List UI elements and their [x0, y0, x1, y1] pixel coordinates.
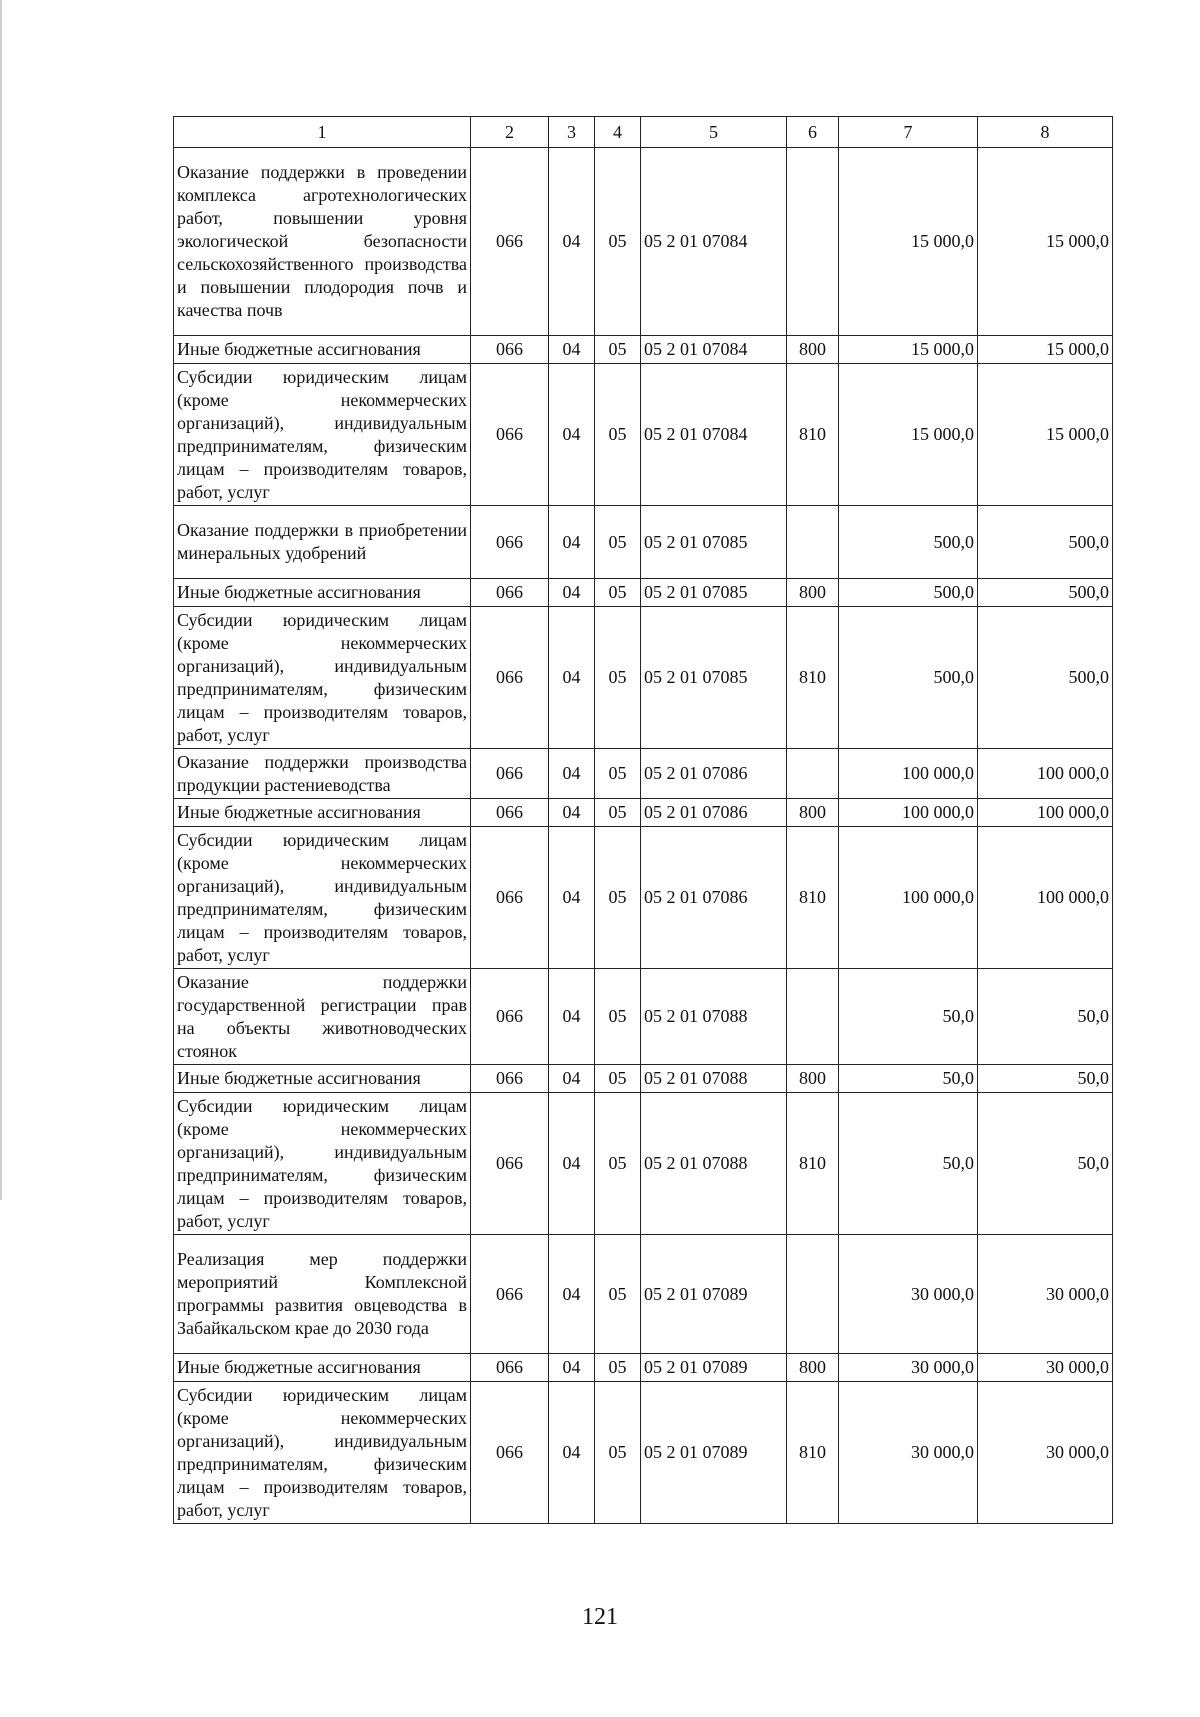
row-description: Оказание поддержки государственной регистрации прав на объекты животноводческих стоянок: [174, 969, 471, 1065]
section-code: 04: [549, 607, 595, 749]
header-cell: 7: [839, 117, 978, 148]
section-code: 04: [549, 1093, 595, 1235]
ministry-code: 066: [471, 579, 549, 607]
amount-col-7: 500,0: [839, 506, 978, 579]
header-row: [174, 117, 1113, 148]
expense-type-code: 810: [787, 1093, 839, 1235]
section-code: 04: [549, 1354, 595, 1382]
amount-col-8: 100 000,0: [978, 799, 1113, 827]
target-article-code: 05 2 01 07088: [641, 969, 787, 1065]
amount-col-7: 50,0: [839, 1065, 978, 1093]
table-row: [174, 1093, 1113, 1235]
expense-type-code: 810: [787, 364, 839, 506]
amount-col-7: 30 000,0: [839, 1382, 978, 1524]
table-row: [174, 607, 1113, 749]
amount-col-7: 15 000,0: [839, 336, 978, 364]
subsection-code: 05: [595, 579, 641, 607]
amount-col-8: 50,0: [978, 969, 1113, 1065]
row-description: Оказание поддержки производства продукции растениеводства: [174, 749, 471, 799]
table-row: [174, 148, 1113, 336]
ministry-code: 066: [471, 364, 549, 506]
amount-col-7: 100 000,0: [839, 827, 978, 969]
header-cell: 2: [471, 117, 549, 148]
amount-col-7: 500,0: [839, 579, 978, 607]
section-code: 04: [549, 1382, 595, 1524]
amount-col-8: 30 000,0: [978, 1382, 1113, 1524]
expense-type-code: 800: [787, 1354, 839, 1382]
subsection-code: 05: [595, 749, 641, 799]
amount-col-8: 500,0: [978, 607, 1113, 749]
subsection-code: 05: [595, 827, 641, 969]
amount-col-8: 50,0: [978, 1065, 1113, 1093]
scan-margin-line: [0, 0, 2, 1200]
page-number: 121: [582, 1604, 618, 1630]
target-article-code: 05 2 01 07084: [641, 336, 787, 364]
section-code: 04: [549, 969, 595, 1065]
table-row: [174, 969, 1113, 1065]
ministry-code: 066: [471, 1093, 549, 1235]
section-code: 04: [549, 749, 595, 799]
amount-col-8: 30 000,0: [978, 1354, 1113, 1382]
ministry-code: 066: [471, 1382, 549, 1524]
ministry-code: 066: [471, 607, 549, 749]
subsection-code: 05: [595, 506, 641, 579]
subsection-code: 05: [595, 1093, 641, 1235]
expense-type-code: [787, 749, 839, 799]
expense-type-code: 800: [787, 336, 839, 364]
target-article-code: 05 2 01 07084: [641, 364, 787, 506]
subsection-code: 05: [595, 1382, 641, 1524]
ministry-code: 066: [471, 1065, 549, 1093]
table-row: [174, 1065, 1113, 1093]
expense-type-code: 800: [787, 579, 839, 607]
table-row: [174, 1354, 1113, 1382]
table-body: [174, 148, 1113, 1524]
header-cell: 5: [641, 117, 787, 148]
row-description: Оказание поддержки в приобретении минеральных удобрений: [174, 506, 471, 579]
subsection-code: 05: [595, 1235, 641, 1354]
amount-col-8: 100 000,0: [978, 827, 1113, 969]
target-article-code: 05 2 01 07088: [641, 1065, 787, 1093]
row-description: Иные бюджетные ассигнования: [174, 1354, 471, 1382]
amount-col-7: 30 000,0: [839, 1354, 978, 1382]
amount-col-8: 15 000,0: [978, 364, 1113, 506]
row-description: Иные бюджетные ассигнования: [174, 799, 471, 827]
amount-col-7: 15 000,0: [839, 148, 978, 336]
row-description: Субсидии юридическим лицам (кроме некоммерческих организаций), индивидуальным предпринимателям, физическим лицам – производителям товаров, работ, услуг: [174, 827, 471, 969]
expense-type-code: [787, 969, 839, 1065]
expense-type-code: [787, 1235, 839, 1354]
amount-col-8: 15 000,0: [978, 336, 1113, 364]
table-row: [174, 799, 1113, 827]
section-code: 04: [549, 506, 595, 579]
budget-table: [173, 116, 1113, 1524]
table-row: [174, 1235, 1113, 1354]
row-description: Субсидии юридическим лицам (кроме некоммерческих организаций), индивидуальным предпринимателям, физическим лицам – производителям товаров, работ, услуг: [174, 364, 471, 506]
section-code: 04: [549, 1065, 595, 1093]
ministry-code: 066: [471, 749, 549, 799]
expense-type-code: 810: [787, 607, 839, 749]
target-article-code: 05 2 01 07089: [641, 1382, 787, 1524]
expense-type-code: 810: [787, 827, 839, 969]
section-code: 04: [549, 1235, 595, 1354]
row-description: Оказание поддержки в проведении комплекса агротехнологических работ, повышении уровня экологической безопасности сельскохозяйственного производства и повышении плодородия почв и качества почв: [174, 148, 471, 336]
target-article-code: 05 2 01 07084: [641, 148, 787, 336]
row-description: Реализация мер поддержки мероприятий Комплексной программы развития овцеводства в Забайкальском крае до 2030 года: [174, 1235, 471, 1354]
ministry-code: 066: [471, 148, 549, 336]
table-row: [174, 827, 1113, 969]
header-cell: 3: [549, 117, 595, 148]
ministry-code: 066: [471, 1235, 549, 1354]
ministry-code: 066: [471, 336, 549, 364]
row-description: Субсидии юридическим лицам (кроме некоммерческих организаций), индивидуальным предпринимателям, физическим лицам – производителям товаров, работ, услуг: [174, 1093, 471, 1235]
table-row: [174, 336, 1113, 364]
section-code: 04: [549, 827, 595, 969]
ministry-code: 066: [471, 1354, 549, 1382]
target-article-code: 05 2 01 07085: [641, 579, 787, 607]
expense-type-code: [787, 506, 839, 579]
amount-col-7: 30 000,0: [839, 1235, 978, 1354]
table-row: [174, 506, 1113, 579]
amount-col-7: 100 000,0: [839, 749, 978, 799]
target-article-code: 05 2 01 07089: [641, 1354, 787, 1382]
amount-col-8: 500,0: [978, 506, 1113, 579]
ministry-code: 066: [471, 506, 549, 579]
row-description: Иные бюджетные ассигнования: [174, 579, 471, 607]
section-code: 04: [549, 364, 595, 506]
subsection-code: 05: [595, 364, 641, 506]
subsection-code: 05: [595, 1065, 641, 1093]
target-article-code: 05 2 01 07089: [641, 1235, 787, 1354]
amount-col-7: 15 000,0: [839, 364, 978, 506]
section-code: 04: [549, 579, 595, 607]
amount-col-8: 500,0: [978, 579, 1113, 607]
section-code: 04: [549, 148, 595, 336]
row-description: Иные бюджетные ассигнования: [174, 1065, 471, 1093]
row-description: Субсидии юридическим лицам (кроме некоммерческих организаций), индивидуальным предпринимателям, физическим лицам – производителям товаров, работ, услуг: [174, 607, 471, 749]
subsection-code: 05: [595, 799, 641, 827]
table-row: [174, 579, 1113, 607]
subsection-code: 05: [595, 1354, 641, 1382]
amount-col-7: 50,0: [839, 969, 978, 1065]
expense-type-code: 800: [787, 1065, 839, 1093]
subsection-code: 05: [595, 607, 641, 749]
target-article-code: 05 2 01 07086: [641, 827, 787, 969]
subsection-code: 05: [595, 336, 641, 364]
amount-col-7: 50,0: [839, 1093, 978, 1235]
amount-col-7: 500,0: [839, 607, 978, 749]
subsection-code: 05: [595, 148, 641, 336]
section-code: 04: [549, 336, 595, 364]
row-description: Иные бюджетные ассигнования: [174, 336, 471, 364]
amount-col-8: 100 000,0: [978, 749, 1113, 799]
header-cell: 8: [978, 117, 1113, 148]
ministry-code: 066: [471, 969, 549, 1065]
target-article-code: 05 2 01 07086: [641, 799, 787, 827]
amount-col-8: 50,0: [978, 1093, 1113, 1235]
header-cell: 1: [174, 117, 471, 148]
amount-col-8: 30 000,0: [978, 1235, 1113, 1354]
header-cell: 4: [595, 117, 641, 148]
target-article-code: 05 2 01 07088: [641, 1093, 787, 1235]
target-article-code: 05 2 01 07086: [641, 749, 787, 799]
amount-col-8: 15 000,0: [978, 148, 1113, 336]
table-row: [174, 364, 1113, 506]
row-description: Субсидии юридическим лицам (кроме некоммерческих организаций), индивидуальным предпринимателям, физическим лицам – производителям товаров, работ, услуг: [174, 1382, 471, 1524]
expense-type-code: 810: [787, 1382, 839, 1524]
header-cell: 6: [787, 117, 839, 148]
amount-col-7: 100 000,0: [839, 799, 978, 827]
table-row: [174, 749, 1113, 799]
ministry-code: 066: [471, 799, 549, 827]
expense-type-code: 800: [787, 799, 839, 827]
section-code: 04: [549, 799, 595, 827]
ministry-code: 066: [471, 827, 549, 969]
target-article-code: 05 2 01 07085: [641, 506, 787, 579]
table-row: [174, 1382, 1113, 1524]
expense-type-code: [787, 148, 839, 336]
subsection-code: 05: [595, 969, 641, 1065]
target-article-code: 05 2 01 07085: [641, 607, 787, 749]
